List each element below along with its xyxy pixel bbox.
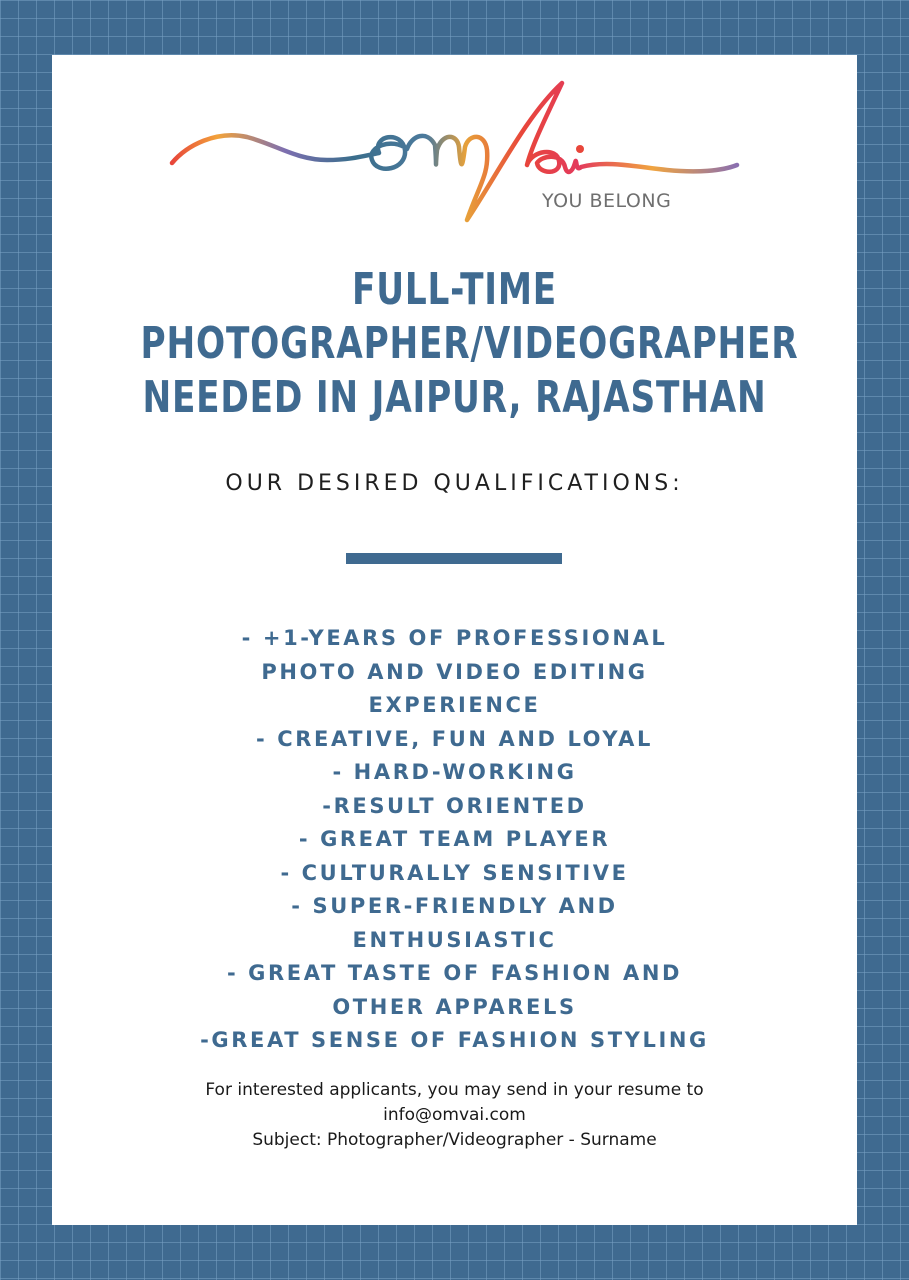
qualification-line: - CULTURALLY SENSITIVE (280, 860, 629, 885)
section-divider (346, 553, 562, 564)
qualification-line: - +1-YEARS OF PROFESSIONAL (241, 626, 668, 650)
qualification-line: -GREAT SENSE OF FASHION STYLING (200, 1028, 709, 1052)
qualifications-list (52, 622, 857, 1058)
logo-tagline: YOU BELONG (542, 190, 672, 212)
qualification-line: - SUPER-FRIENDLY AND (291, 894, 618, 918)
poster-card (52, 55, 857, 1225)
contact-info (52, 1078, 857, 1153)
contact-email[interactable]: info@omvai.com (383, 1105, 526, 1125)
job-title-line: FULL-TIME (351, 264, 558, 315)
contact-instructions: For interested applicants, you may send in your resume to (205, 1080, 704, 1100)
qualification-line: - GREAT TASTE OF FASHION AND (226, 961, 683, 985)
qualification-line: PHOTO AND VIDEO EDITING (261, 659, 648, 684)
qualification-line: EXPERIENCE (368, 693, 541, 717)
qualification-line: ENTHUSIASTIC (352, 927, 557, 952)
qualification-line: - HARD-WORKING (332, 760, 577, 784)
job-title-line: PHOTOGRAPHER/VIDEOGRAPHER (140, 318, 799, 369)
job-title-line: NEEDED IN JAIPUR, RAJASTHAN (142, 372, 767, 423)
qualifications-heading: OUR DESIRED QUALIFICATIONS: (225, 471, 684, 496)
qualification-line: - CREATIVE, FUN AND LOYAL (255, 726, 654, 751)
job-title (140, 263, 799, 425)
qualification-line: -RESULT ORIENTED (322, 793, 587, 818)
qualification-line: OTHER APPARELS (332, 994, 577, 1019)
omvai-logo (167, 75, 742, 240)
qualification-line: - GREAT TEAM PLAYER (298, 827, 611, 851)
contact-subject: Subject: Photographer/Videographer - Surname (252, 1130, 657, 1150)
